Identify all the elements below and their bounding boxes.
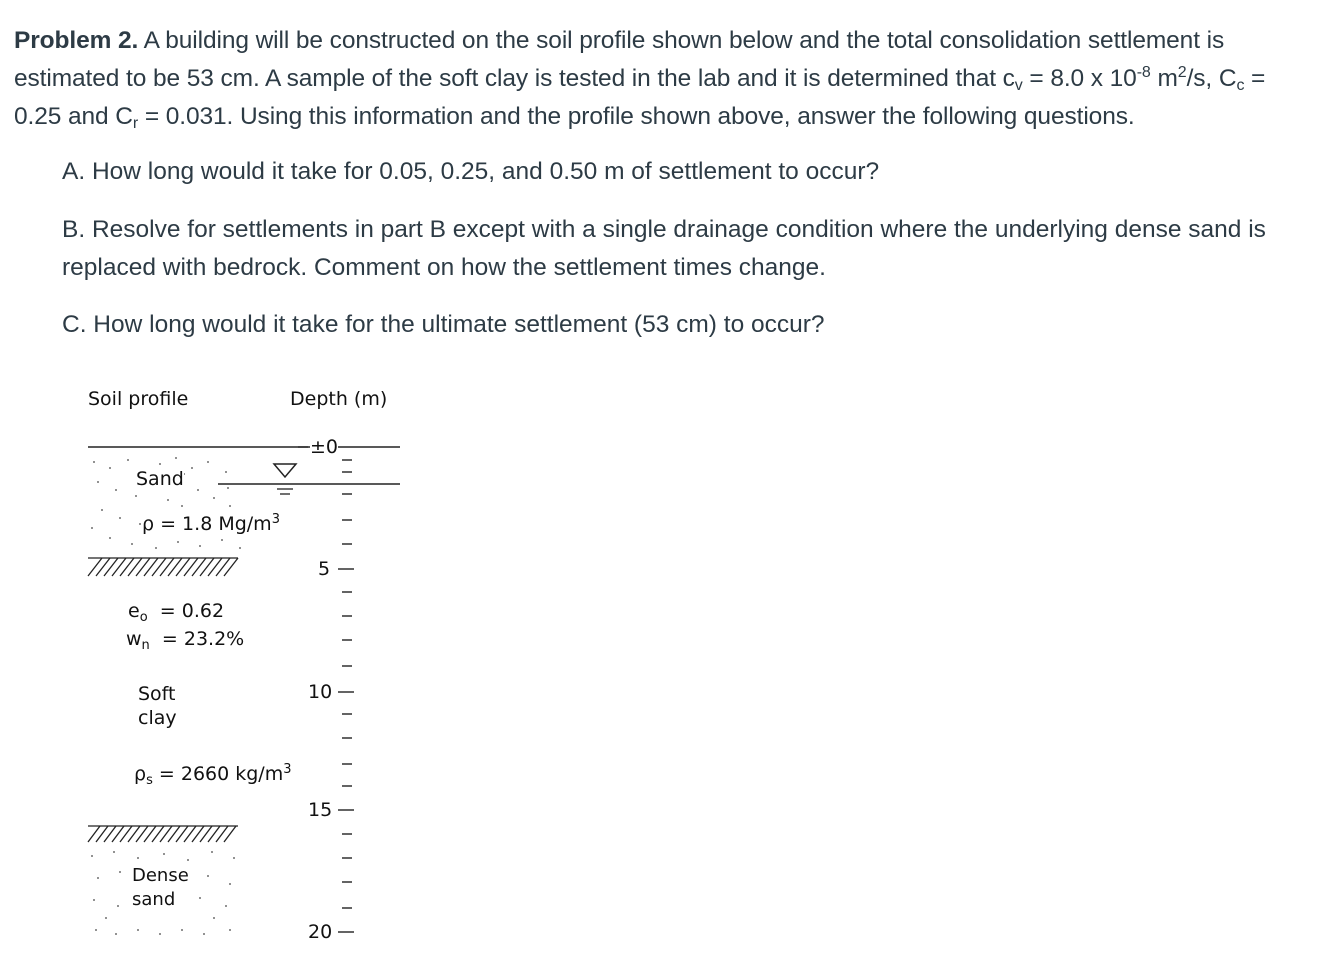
cv-exponent: -8	[1136, 64, 1151, 81]
wn-subscript: n	[141, 638, 150, 653]
soil-profile-title: Soil profile	[88, 388, 189, 410]
rho-s-subscript: s	[146, 773, 153, 788]
question-part-c	[62, 306, 1307, 344]
wn-value: = 23.2%	[161, 628, 245, 650]
depth-axis-ticks	[338, 460, 354, 932]
soil-profile-drawing	[80, 378, 420, 958]
part-b-text: B. Resolve for settlements in part B except with a single drainage condition where the underlying dense sand is replaced with bedrock. Comment on how the settlement times change.	[62, 216, 1266, 281]
cv-subscript: v	[1014, 77, 1023, 94]
solid-density-label	[134, 762, 292, 788]
hatch-lines-bottom	[88, 826, 238, 842]
intro-text-2: = 8.0 x 10	[1022, 65, 1137, 92]
rho-s-symbol: ρ	[134, 763, 147, 785]
depth-label-20: 20	[308, 921, 333, 943]
m-exponent: 2	[1177, 64, 1187, 81]
intro-text-1: A building will be constructed on the soil profile shown below and the total consolidation settlement is estimated to be 53 cm. A sample of the soft clay is tested in the lab and it is determined that c	[14, 27, 1225, 92]
dense-sand-label-1: Dense	[132, 865, 189, 886]
water-table-icon	[274, 464, 296, 494]
question-part-b	[62, 211, 1307, 287]
depth-label-5: 5	[318, 558, 331, 580]
problem-heading: Problem 2.	[14, 27, 139, 54]
sand-density-label	[142, 513, 280, 535]
eo-value: = 0.62	[159, 600, 225, 622]
depth-label-15: 15	[308, 799, 333, 821]
cr-subscript: r	[132, 115, 139, 132]
part-c-text: C. How long would it take for the ultimate settlement (53 cm) to occur?	[62, 311, 825, 338]
sand-density-exponent: 3	[271, 512, 280, 527]
sand-label: Sand	[136, 468, 184, 490]
eo-subscript: o	[139, 610, 148, 625]
intro-text-6: = 0.031. Using this information and the profile shown above, answer the following questions.	[138, 103, 1135, 130]
intro-text-5: = 0.25 and C	[14, 65, 1266, 130]
rho-s-value: = 2660 kg/m	[158, 763, 284, 785]
soil-profile-figure	[80, 378, 420, 958]
depth-label-10: 10	[308, 681, 333, 703]
problem-statement	[14, 22, 1310, 136]
soft-clay-label-1: Soft	[138, 683, 176, 705]
rho-s-exponent: 3	[283, 762, 292, 777]
eo-symbol: e	[128, 600, 140, 622]
problem-intro	[14, 22, 1310, 136]
dense-sand-label-2: sand	[132, 889, 176, 910]
void-ratio-label	[128, 600, 225, 625]
intro-text-4: /s, C	[1186, 65, 1237, 92]
cc-subscript: c	[1236, 77, 1245, 94]
water-content-label	[126, 628, 245, 653]
hatch-lines-top	[88, 558, 238, 576]
wn-symbol: w	[126, 628, 142, 650]
question-part-a	[62, 153, 1307, 191]
intro-text-3: m	[1150, 65, 1178, 92]
depth-label-0: ±0	[310, 436, 339, 458]
depth-axis-title: Depth (m)	[290, 388, 388, 410]
sand-density-value: ρ = 1.8 Mg/m	[142, 513, 272, 535]
part-a-text: A. How long would it take for 0.05, 0.25, and 0.50 m of settlement to occur?	[62, 158, 880, 185]
soft-clay-label-2: clay	[138, 707, 177, 729]
